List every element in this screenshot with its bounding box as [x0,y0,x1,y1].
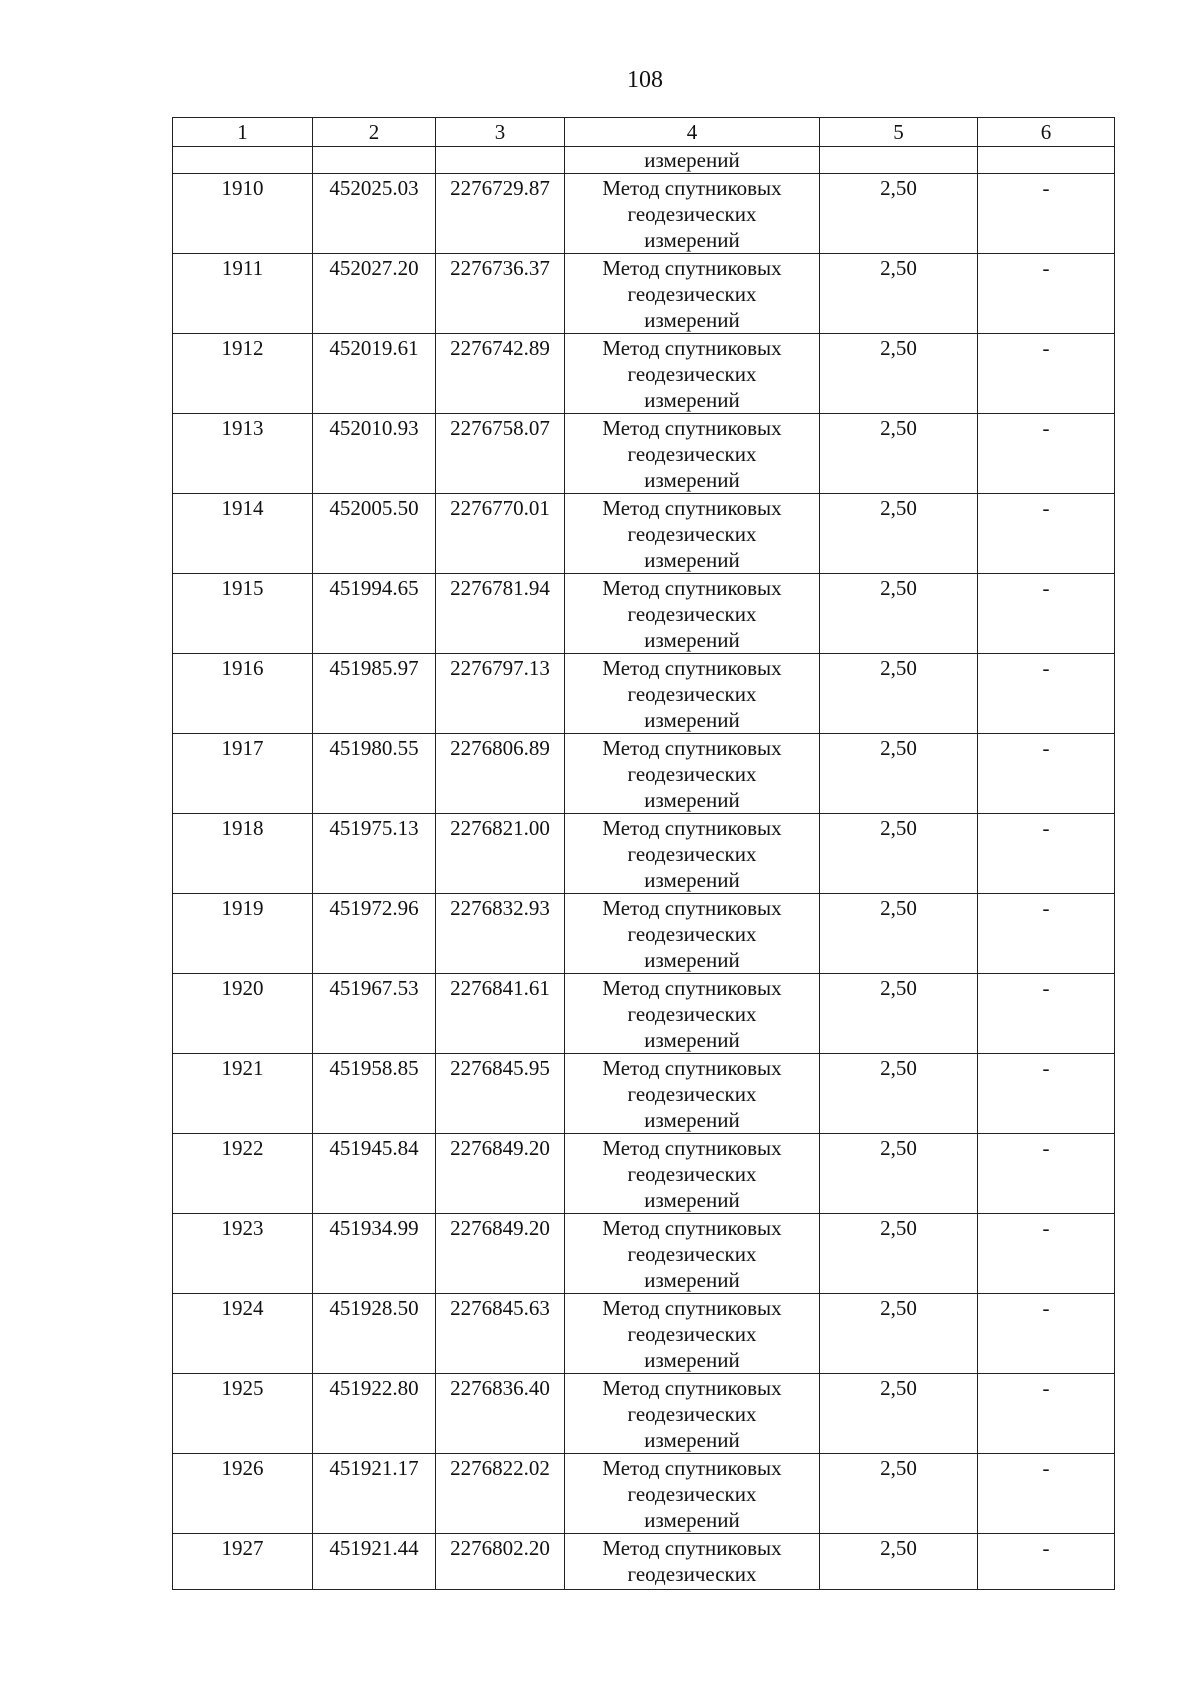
method-text-line: Метод спутниковых [602,1056,782,1080]
method-text-line: Метод спутниковых [602,976,782,1000]
method-text-line: измерений [644,468,740,492]
method-text-line: Метод спутниковых [602,1136,782,1160]
note-cell: - [978,1534,1115,1590]
table-row [173,974,1115,1054]
method-cell [565,974,820,1054]
accuracy-cell: 2,50 [820,1534,978,1590]
method-text-line: геодезических [627,922,757,946]
table-row [173,734,1115,814]
method-text-line: измерений [644,708,740,732]
table-row [173,654,1115,734]
method-cell [565,894,820,974]
y-coordinate-cell: 2276821.00 [436,814,565,894]
table-cell-method: измерений [565,147,820,174]
method-text-line: Метод спутниковых [602,736,782,760]
table-row [173,574,1115,654]
accuracy-cell: 2,50 [820,1374,978,1454]
table-row [173,894,1115,974]
note-cell: - [978,1214,1115,1294]
note-cell: - [978,1374,1115,1454]
column-header: 3 [436,118,565,147]
point-number-cell: 1920 [173,974,313,1054]
x-coordinate-cell: 451972.96 [313,894,436,974]
table-row [173,814,1115,894]
accuracy-cell: 2,50 [820,574,978,654]
point-number-cell: 1927 [173,1534,313,1590]
accuracy-cell: 2,50 [820,974,978,1054]
method-text-line: Метод спутниковых [602,576,782,600]
method-cell [565,1374,820,1454]
point-number-cell: 1917 [173,734,313,814]
table-row [173,254,1115,334]
accuracy-cell: 2,50 [820,734,978,814]
method-cell [565,254,820,334]
x-coordinate-cell: 451921.44 [313,1534,436,1590]
y-coordinate-cell: 2276770.01 [436,494,565,574]
point-number-cell: 1910 [173,174,313,254]
method-text-line: Метод спутниковых [602,1536,782,1560]
method-cell [565,1534,820,1590]
table-cell [173,147,313,174]
method-cell [565,1454,820,1534]
method-text-line: измерений [644,1428,740,1452]
y-coordinate-cell: 2276806.89 [436,734,565,814]
accuracy-cell: 2,50 [820,254,978,334]
point-number-cell: 1918 [173,814,313,894]
method-text-line: измерений [644,948,740,972]
table-body [173,147,1115,1590]
point-number-cell: 1925 [173,1374,313,1454]
y-coordinate-cell: 2276849.20 [436,1214,565,1294]
point-number-cell: 1912 [173,334,313,414]
method-cell [565,574,820,654]
method-text-line: геодезических [627,1562,757,1586]
note-cell: - [978,974,1115,1054]
method-text-line: Метод спутниковых [602,336,782,360]
method-text-line: геодезических [627,202,757,226]
table-cell [436,147,565,174]
method-text-line: Метод спутниковых [602,1216,782,1240]
table-row [173,334,1115,414]
table-row [173,1294,1115,1374]
point-number-cell: 1911 [173,254,313,334]
method-text-line: Метод спутниковых [602,176,782,200]
method-cell [565,414,820,494]
method-text-line: Метод спутниковых [602,896,782,920]
accuracy-cell: 2,50 [820,494,978,574]
point-number-cell: 1916 [173,654,313,734]
note-cell: - [978,494,1115,574]
table-cell [820,147,978,174]
note-cell: - [978,894,1115,974]
point-number-cell: 1923 [173,1214,313,1294]
column-header: 1 [173,118,313,147]
point-number-cell: 1921 [173,1054,313,1134]
page-number: 108 [627,67,663,93]
method-cell [565,1294,820,1374]
accuracy-cell: 2,50 [820,1294,978,1374]
method-text-line: геодезических [627,1482,757,1506]
y-coordinate-cell: 2276822.02 [436,1454,565,1534]
table-row [173,1054,1115,1134]
coordinates-table [172,117,1115,1590]
accuracy-cell: 2,50 [820,174,978,254]
method-text-line: геодезических [627,1242,757,1266]
method-cell [565,814,820,894]
method-text-line: измерений [644,1188,740,1212]
method-cell [565,1214,820,1294]
method-text-line: измерений [644,868,740,892]
point-number-cell: 1922 [173,1134,313,1214]
note-cell: - [978,174,1115,254]
x-coordinate-cell: 451945.84 [313,1134,436,1214]
note-cell: - [978,1054,1115,1134]
x-coordinate-cell: 451934.99 [313,1214,436,1294]
y-coordinate-cell: 2276845.63 [436,1294,565,1374]
method-text-line: измерений [644,1108,740,1132]
note-cell: - [978,414,1115,494]
accuracy-cell: 2,50 [820,894,978,974]
table-cell [313,147,436,174]
method-text-line: геодезических [627,1082,757,1106]
method-text-line: измерений [644,628,740,652]
method-cell [565,734,820,814]
accuracy-cell: 2,50 [820,654,978,734]
method-text-line: Метод спутниковых [602,256,782,280]
y-coordinate-cell: 2276836.40 [436,1374,565,1454]
method-text-line: геодезических [627,522,757,546]
method-text-line: геодезических [627,762,757,786]
note-cell: - [978,1134,1115,1214]
accuracy-cell: 2,50 [820,1054,978,1134]
method-cell [565,654,820,734]
method-text-line: измерений [644,228,740,252]
note-cell: - [978,1454,1115,1534]
method-text-line: измерений [644,548,740,572]
y-coordinate-cell: 2276797.13 [436,654,565,734]
x-coordinate-cell: 451958.85 [313,1054,436,1134]
column-header: 5 [820,118,978,147]
method-cell [565,1134,820,1214]
x-coordinate-cell: 452005.50 [313,494,436,574]
method-text-line: Метод спутниковых [602,1456,782,1480]
column-header: 6 [978,118,1115,147]
table-row [173,174,1115,254]
y-coordinate-cell: 2276742.89 [436,334,565,414]
point-number-cell: 1926 [173,1454,313,1534]
point-number-cell: 1924 [173,1294,313,1374]
note-cell: - [978,1294,1115,1374]
accuracy-cell: 2,50 [820,334,978,414]
header-row [173,118,1115,147]
note-cell: - [978,654,1115,734]
method-text-line: геодезических [627,442,757,466]
method-text-line: Метод спутниковых [602,416,782,440]
method-text-line: измерений [644,1348,740,1372]
x-coordinate-cell: 452025.03 [313,174,436,254]
x-coordinate-cell: 452010.93 [313,414,436,494]
x-coordinate-cell: 451967.53 [313,974,436,1054]
accuracy-cell: 2,50 [820,1134,978,1214]
note-cell: - [978,814,1115,894]
table-row [173,414,1115,494]
column-header: 2 [313,118,436,147]
method-text-line: измерений [644,1028,740,1052]
x-coordinate-cell: 451975.13 [313,814,436,894]
x-coordinate-cell: 452027.20 [313,254,436,334]
method-cell [565,494,820,574]
method-text-line: Метод спутниковых [602,496,782,520]
method-text-line: геодезических [627,1322,757,1346]
table-row [173,1534,1115,1590]
method-text-line: геодезических [627,842,757,866]
point-number-cell: 1915 [173,574,313,654]
method-text-line: измерений [644,1508,740,1532]
table-row [173,494,1115,574]
method-text-line: геодезических [627,1162,757,1186]
method-text-line: геодезических [627,1002,757,1026]
method-text-line: измерений [644,788,740,812]
table-row [173,1214,1115,1294]
method-cell [565,1054,820,1134]
table-row [173,1454,1115,1534]
table-cell [978,147,1115,174]
table-row [173,1374,1115,1454]
note-cell: - [978,334,1115,414]
x-coordinate-cell: 451921.17 [313,1454,436,1534]
x-coordinate-cell: 451980.55 [313,734,436,814]
x-coordinate-cell: 451994.65 [313,574,436,654]
accuracy-cell: 2,50 [820,814,978,894]
y-coordinate-cell: 2276802.20 [436,1534,565,1590]
y-coordinate-cell: 2276849.20 [436,1134,565,1214]
method-text-line: геодезических [627,682,757,706]
method-text-line: геодезических [627,282,757,306]
accuracy-cell: 2,50 [820,1454,978,1534]
y-coordinate-cell: 2276781.94 [436,574,565,654]
method-text-line: Метод спутниковых [602,816,782,840]
point-number-cell: 1913 [173,414,313,494]
y-coordinate-cell: 2276832.93 [436,894,565,974]
y-coordinate-cell: 2276841.61 [436,974,565,1054]
method-text-line: геодезических [627,362,757,386]
note-cell: - [978,734,1115,814]
y-coordinate-cell: 2276758.07 [436,414,565,494]
method-text-line: измерений [644,388,740,412]
y-coordinate-cell: 2276845.95 [436,1054,565,1134]
y-coordinate-cell: 2276736.37 [436,254,565,334]
method-cell [565,174,820,254]
column-header: 4 [565,118,820,147]
accuracy-cell: 2,50 [820,1214,978,1294]
method-text-line: Метод спутниковых [602,1376,782,1400]
note-cell: - [978,254,1115,334]
method-text-line: геодезических [627,1402,757,1426]
method-text-line: измерений [644,1268,740,1292]
method-text-line: Метод спутниковых [602,1296,782,1320]
method-text-line: геодезических [627,602,757,626]
method-text-line: измерений [644,308,740,332]
y-coordinate-cell: 2276729.87 [436,174,565,254]
method-cell [565,334,820,414]
note-cell: - [978,574,1115,654]
table-row [173,1134,1115,1214]
x-coordinate-cell: 451985.97 [313,654,436,734]
point-number-cell: 1914 [173,494,313,574]
point-number-cell: 1919 [173,894,313,974]
x-coordinate-cell: 451922.80 [313,1374,436,1454]
accuracy-cell: 2,50 [820,414,978,494]
continued-row [173,147,1115,174]
x-coordinate-cell: 451928.50 [313,1294,436,1374]
method-text-line: Метод спутниковых [602,656,782,680]
x-coordinate-cell: 452019.61 [313,334,436,414]
